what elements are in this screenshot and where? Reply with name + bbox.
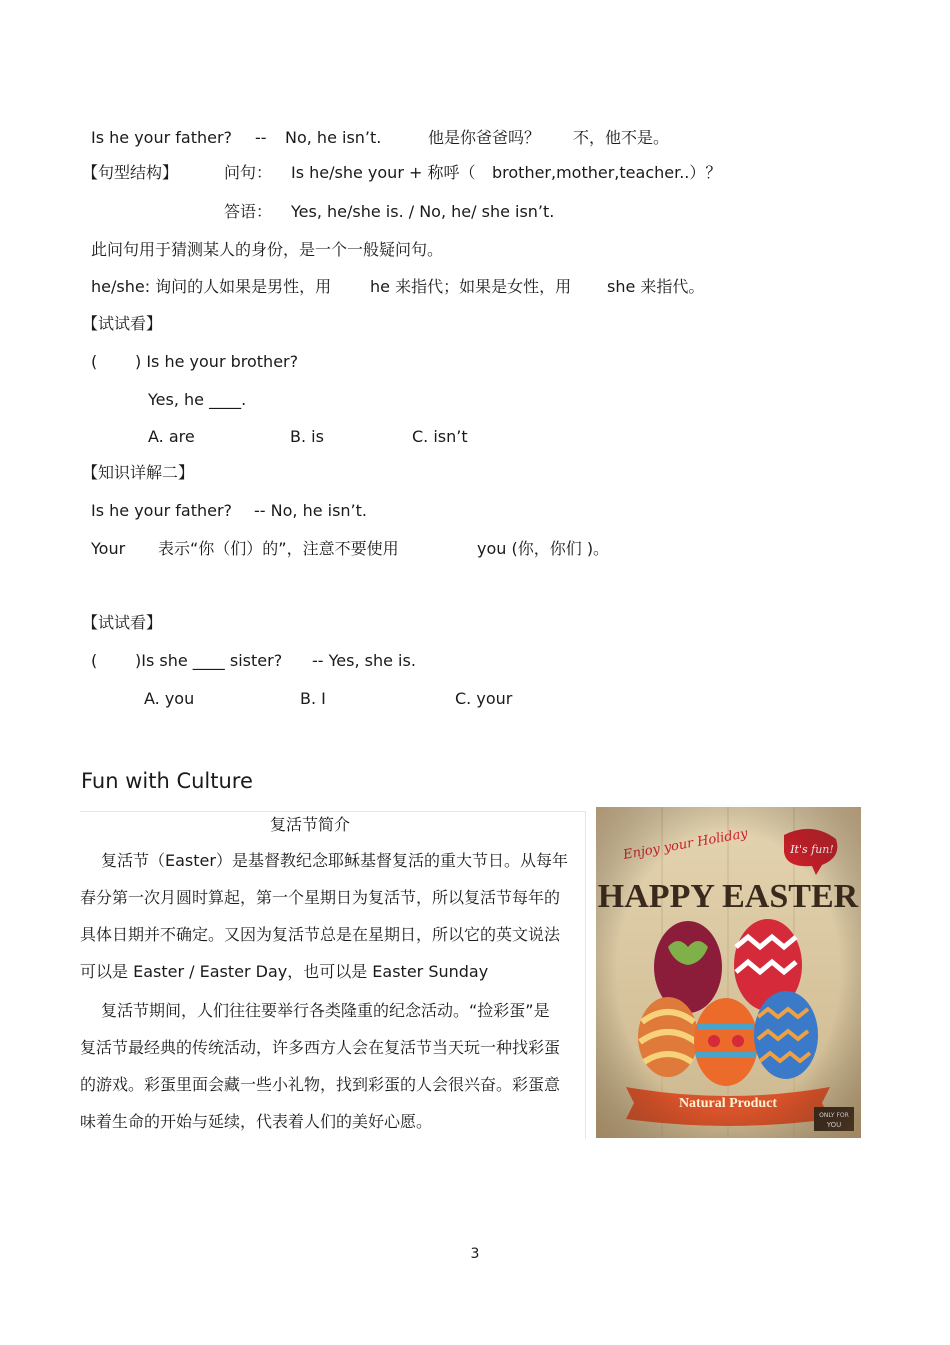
- pronoun-note-b: he 来指代；如果是女性，用: [370, 277, 572, 296]
- pronoun-note-a: he/she: 询问的人如果是男性，用: [91, 277, 332, 296]
- question-options: brother,mother,teacher..）？: [492, 163, 722, 182]
- option-c-2: C. your: [455, 689, 513, 708]
- example-translation: 他是你爸爸吗？: [428, 128, 541, 147]
- try-it-tag-2: 【试试看】: [82, 613, 163, 632]
- paragraph-line: 可以是 Easter / Easter Day，也可以是 Easter Sunday: [80, 962, 489, 981]
- question-pattern: Is he/she your + 称呼（: [291, 163, 476, 182]
- easter-poster-illustration: [596, 807, 861, 1138]
- usage-note: 此问句用于猜测某人的身份，是一个一般疑问句。: [91, 240, 444, 259]
- paragraph-line: 复活节（Easter）是基督教纪念耶稣基督复活的重大节日。从每年: [101, 851, 568, 870]
- answer-pattern: Yes, he/she is. / No, he/ she isn’t.: [291, 202, 555, 221]
- pronoun-note-c: she 来指代。: [607, 277, 705, 296]
- paragraph-line: 复活节最经典的传统活动，许多西方人会在复活节当天玩一种找彩蛋: [80, 1038, 561, 1057]
- paragraph-line: 具体日期并不确定。又因为复活节总是在星期日，所以它的英文说法: [80, 925, 561, 944]
- option-a-2: A. you: [144, 689, 195, 708]
- your-explanation: 表示“你（们）的”，注意不要使用: [158, 539, 399, 558]
- paragraph-line: 味着生命的开始与延续，代表着人们的美好心愿。: [80, 1112, 433, 1131]
- easter-poster-image: [596, 807, 861, 1138]
- try-it-tag: 【试试看】: [82, 314, 163, 333]
- question-label: 问句：: [224, 163, 273, 182]
- exercise-question-2: )Is she ____ sister?: [135, 651, 283, 670]
- option-b: B. is: [290, 427, 324, 446]
- example-question: Is he your father?: [91, 128, 233, 147]
- answer-blank-paren-2: (: [91, 651, 98, 670]
- culture-paragraph-2: [80, 992, 588, 1140]
- culture-box-title: 复活节简介: [270, 815, 351, 834]
- knowledge-question: Is he your father?: [91, 501, 233, 520]
- exercise-answer-2: -- Yes, she is.: [312, 651, 416, 670]
- example-translation-answer: 不，他不是。: [573, 128, 670, 147]
- culture-paragraph-1: [80, 842, 588, 990]
- knowledge-tag: 【知识详解二】: [82, 463, 195, 482]
- structure-tag: 【句型结构】: [82, 163, 179, 182]
- section-title: Fun with Culture: [81, 769, 253, 793]
- answer-label: 答语：: [224, 202, 273, 221]
- paragraph-line: 的游戏。彩蛋里面会藏一些小礼物，找到彩蛋的人会很兴奋。彩蛋意: [80, 1075, 561, 1094]
- answer-blank-paren: (: [91, 352, 98, 371]
- exercise-question: ) Is he your brother?: [135, 352, 299, 371]
- page-number: 3: [470, 1246, 480, 1262]
- option-b-2: B. I: [300, 689, 326, 708]
- option-c: C. isn’t: [412, 427, 468, 446]
- exercise-answer: Yes, he ____.: [148, 390, 247, 409]
- your-word: Your: [91, 539, 126, 558]
- option-a: A. are: [148, 427, 195, 446]
- paragraph-line: 复活节期间，人们往往要举行各类隆重的纪念活动。“捡彩蛋”是: [101, 1001, 550, 1020]
- example-answer: No, he isn’t.: [285, 128, 382, 147]
- dash: --: [255, 128, 267, 147]
- culture-text-box: [80, 811, 586, 1139]
- paragraph-line: 春分第一次月圆时算起，第一个星期日为复活节，所以复活节每年的: [80, 888, 561, 907]
- you-word: you (你，你们 )。: [477, 539, 610, 558]
- knowledge-answer: -- No, he isn’t.: [254, 501, 367, 520]
